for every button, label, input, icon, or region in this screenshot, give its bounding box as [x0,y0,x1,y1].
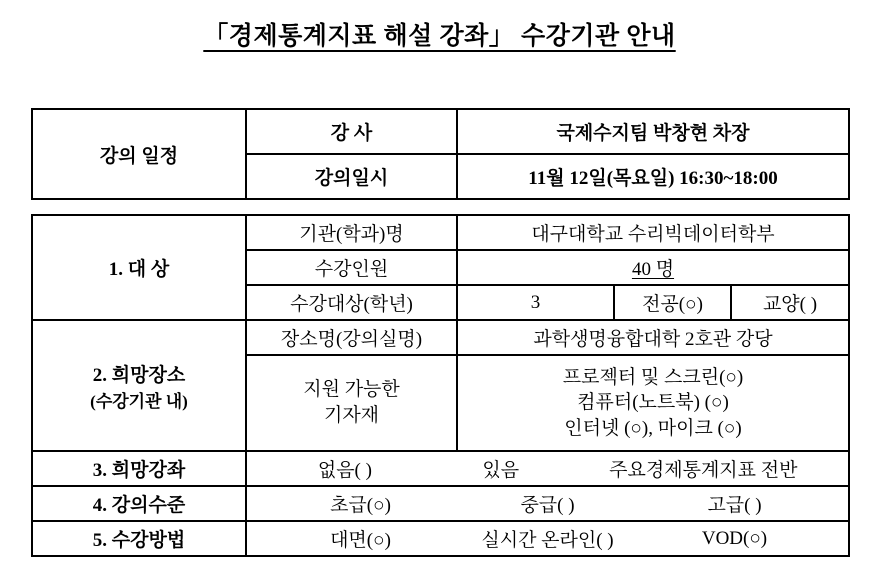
datetime-label: 강의일시 [246,154,457,199]
table-row [32,320,849,355]
section-3-label: 3. 희망강좌 [32,451,246,486]
enrollment-count-value [457,250,849,285]
section-4-label: 4. 강의수준 [32,486,246,521]
schedule-table [31,108,850,200]
equipment-label-line2: 기자재 [323,405,380,426]
section-5-options [246,521,849,556]
section-2-subtitle: (수강기관 내) [90,391,188,411]
level-beginner-option: 초급(○) [330,495,391,516]
equipment-item: 컴퓨터(노트북) (○) [577,392,729,414]
instructor-value: 국제수지팀 박창현 차장 [457,109,849,154]
equipment-item: 인터넷 (○), 마이크 (○) [564,417,742,439]
main-table [31,214,850,557]
course-yes-option: 있음 [482,460,520,481]
venue-name-label: 장소명(강의실명) [246,320,457,355]
table-row [32,109,849,154]
table-row [32,451,849,486]
section-5-label: 5. 수강방법 [32,521,246,556]
equipment-label [246,355,457,451]
tables-container [0,108,879,557]
target-grade-value: 3 [457,285,614,320]
org-dept-value: 대구대학교 수리빅데이터학부 [457,215,849,250]
method-vod-option: VOD(○) [701,527,768,549]
datetime-value: 11월 12일(목요일) 16:30~18:00 [457,154,849,199]
enrollment-count-text: 40 명 [631,259,675,280]
level-advanced-option: 고급( ) [707,495,762,516]
org-dept-label: 기관(학과)명 [246,215,457,250]
target-major-option: 전공(○) [614,285,731,320]
instructor-label: 강 사 [246,109,457,154]
section-4-options [246,486,849,521]
venue-name-value: 과학생명융합대학 2호관 강당 [457,320,849,355]
equipment-values [457,355,849,451]
section-3-options [246,451,849,486]
table-row [32,486,849,521]
schedule-row-label: 강의 일정 [32,109,246,199]
equipment-label-line1: 지원 가능한 [303,379,400,401]
target-grade-label: 수강대상(학년) [246,285,457,320]
course-none-option: 없음( ) [317,460,372,481]
course-topic-value: 주요경제통계지표 전반 [609,460,798,481]
section-2-title: 2. 희망장소 [92,364,186,386]
section-1-label: 1. 대 상 [32,215,246,320]
target-general-option: 교양( ) [731,285,849,320]
section-2-label [32,320,246,451]
table-row [32,215,849,250]
page-title: 「경제통계지표 해설 강좌」 수강기관 안내 [203,23,676,50]
table-row [32,521,849,556]
method-offline-option: 대면(○) [330,530,391,551]
enrollment-count-label: 수강인원 [246,250,457,285]
equipment-item: 프로젝터 및 스크린(○) [562,366,744,388]
method-live-online-option: 실시간 온라인( ) [481,530,614,551]
level-intermediate-option: 중급( ) [520,495,575,516]
